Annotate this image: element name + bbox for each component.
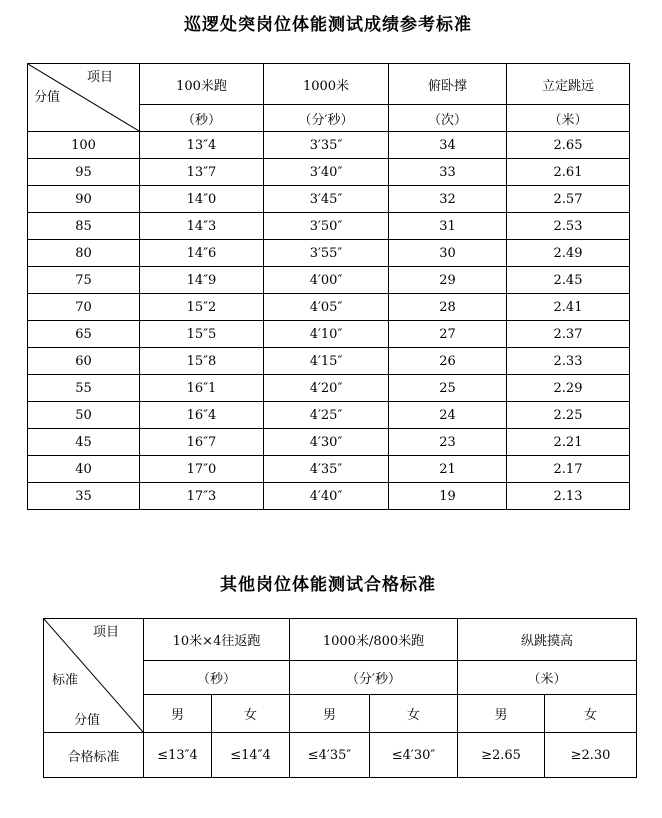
value-cell: 16″7 (140, 429, 264, 456)
gender-cell: 男 (458, 695, 545, 733)
score-cell: 60 (28, 348, 140, 375)
gender-cell: 女 (370, 695, 458, 733)
unit-cell: （分′秒） (290, 661, 458, 695)
unit-cell: （米） (507, 105, 630, 132)
fitness-score-table (27, 63, 630, 510)
value-cell: 14″6 (140, 240, 264, 267)
value-cell: 4′40″ (264, 483, 389, 510)
table1-title: 巡逻处突岗位体能测试成绩参考标准 (184, 15, 472, 35)
table-row (28, 375, 630, 402)
value-cell: ≤14″4 (212, 733, 290, 778)
unit-cell: （次） (389, 105, 507, 132)
value-cell: 26 (389, 348, 507, 375)
value-cell: 25 (389, 375, 507, 402)
value-cell: 33 (389, 159, 507, 186)
value-cell: 4′05″ (264, 294, 389, 321)
value-cell: 2.53 (507, 213, 630, 240)
unit-cell: （米） (458, 661, 637, 695)
value-cell: 4′10″ (264, 321, 389, 348)
value-cell: 3′50″ (264, 213, 389, 240)
value-cell: 17″0 (140, 456, 264, 483)
value-cell: 30 (389, 240, 507, 267)
table-row (28, 186, 630, 213)
gender-cell: 女 (212, 695, 290, 733)
value-cell: 4′15″ (264, 348, 389, 375)
value-cell: 2.65 (507, 132, 630, 159)
score-cell: 65 (28, 321, 140, 348)
value-cell: 14″0 (140, 186, 264, 213)
value-cell: 15″5 (140, 321, 264, 348)
column-header: 10米×4往返跑 (144, 619, 290, 661)
value-cell: 16″1 (140, 375, 264, 402)
value-cell: 21 (389, 456, 507, 483)
corner-label-score: 分值 (34, 90, 61, 105)
value-cell: 15″2 (140, 294, 264, 321)
value-cell: 2.21 (507, 429, 630, 456)
value-cell: 4′25″ (264, 402, 389, 429)
unit-cell: （秒） (144, 661, 290, 695)
value-cell: 4′00″ (264, 267, 389, 294)
column-header: 1000米 (264, 64, 389, 105)
table-row (28, 402, 630, 429)
value-cell: 13″4 (140, 132, 264, 159)
corner-header-cell (28, 64, 140, 132)
value-cell: ≤4′35″ (290, 733, 370, 778)
table-row (28, 429, 630, 456)
table-row (28, 267, 630, 294)
pass-standard-table (43, 618, 637, 778)
corner-label-standard: 标准 (52, 673, 79, 688)
score-cell: 70 (28, 294, 140, 321)
value-cell: 2.37 (507, 321, 630, 348)
table-row (28, 159, 630, 186)
value-cell: 3′40″ (264, 159, 389, 186)
value-cell: 32 (389, 186, 507, 213)
gender-cell: 男 (290, 695, 370, 733)
table-row (28, 132, 630, 159)
value-cell: 2.13 (507, 483, 630, 510)
unit-cell: （分′秒） (264, 105, 389, 132)
value-cell: 13″7 (140, 159, 264, 186)
value-cell: 2.33 (507, 348, 630, 375)
column-header: 俯卧撑 (389, 64, 507, 105)
corner-label-item: 项目 (86, 70, 113, 85)
value-cell: 4′35″ (264, 456, 389, 483)
table-row (28, 456, 630, 483)
score-cell: 100 (28, 132, 140, 159)
value-cell: 28 (389, 294, 507, 321)
column-header: 立定跳远 (507, 64, 630, 105)
table-row (28, 240, 630, 267)
score-cell: 45 (28, 429, 140, 456)
corner-label-score: 分值 (74, 713, 101, 728)
value-cell: 19 (389, 483, 507, 510)
value-cell: 34 (389, 132, 507, 159)
row-label: 合格标准 (44, 733, 144, 778)
score-cell: 75 (28, 267, 140, 294)
unit-cell: （秒） (140, 105, 264, 132)
score-cell: 55 (28, 375, 140, 402)
gender-cell: 女 (545, 695, 637, 733)
table-row (28, 213, 630, 240)
score-cell: 85 (28, 213, 140, 240)
value-cell: 16″4 (140, 402, 264, 429)
value-cell: 3′45″ (264, 186, 389, 213)
score-cell: 80 (28, 240, 140, 267)
score-cell: 50 (28, 402, 140, 429)
column-header: 纵跳摸高 (458, 619, 637, 661)
value-cell: 4′30″ (264, 429, 389, 456)
score-cell: 95 (28, 159, 140, 186)
value-cell: 2.45 (507, 267, 630, 294)
value-cell: 24 (389, 402, 507, 429)
value-cell: 23 (389, 429, 507, 456)
table2-title: 其他岗位体能测试合格标准 (220, 575, 436, 595)
value-cell: 2.61 (507, 159, 630, 186)
value-cell: 3′35″ (264, 132, 389, 159)
value-cell: ≥2.30 (545, 733, 637, 778)
column-header: 1000米/800米跑 (290, 619, 458, 661)
value-cell: 27 (389, 321, 507, 348)
value-cell: ≥2.65 (458, 733, 545, 778)
value-cell: 2.25 (507, 402, 630, 429)
value-cell: 14″3 (140, 213, 264, 240)
score-cell: 90 (28, 186, 140, 213)
corner-header-cell (44, 619, 144, 733)
value-cell: ≤4′30″ (370, 733, 458, 778)
value-cell: 3′55″ (264, 240, 389, 267)
table-row (28, 294, 630, 321)
score-cell: 35 (28, 483, 140, 510)
value-cell: 29 (389, 267, 507, 294)
table-row (28, 348, 630, 375)
value-cell: 2.41 (507, 294, 630, 321)
value-cell: 2.29 (507, 375, 630, 402)
value-cell: ≤13″4 (144, 733, 212, 778)
value-cell: 15″8 (140, 348, 264, 375)
value-cell: 14″9 (140, 267, 264, 294)
value-cell: 4′20″ (264, 375, 389, 402)
value-cell: 31 (389, 213, 507, 240)
corner-label-item: 项目 (92, 625, 119, 640)
value-cell: 17″3 (140, 483, 264, 510)
column-header: 100米跑 (140, 64, 264, 105)
value-cell: 2.17 (507, 456, 630, 483)
value-cell: 2.49 (507, 240, 630, 267)
score-cell: 40 (28, 456, 140, 483)
table-row (28, 321, 630, 348)
gender-cell: 男 (144, 695, 212, 733)
value-cell: 2.57 (507, 186, 630, 213)
table-row (28, 483, 630, 510)
